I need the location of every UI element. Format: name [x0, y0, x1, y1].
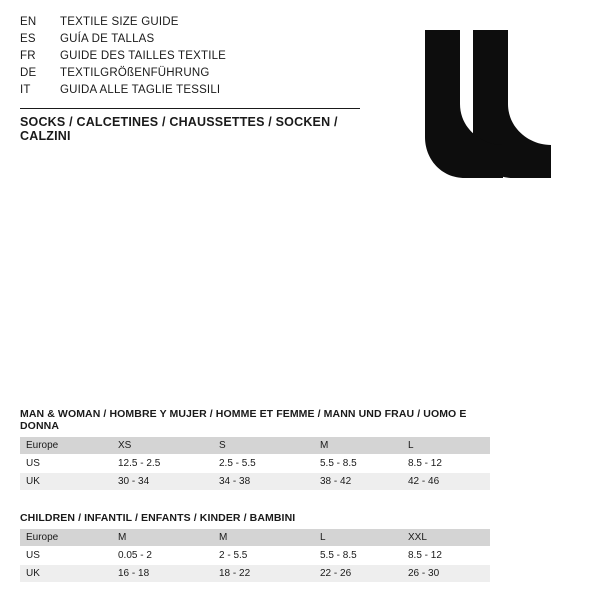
language-code-es: ES [20, 33, 36, 45]
page-title: SOCKS / CALCETINES / CHAUSSETTES / SOCKEN / CALZINI [20, 115, 338, 143]
cell-size: 30 - 34 [112, 473, 213, 491]
cell-system-label: Europe [20, 529, 112, 547]
language-text-it: GUIDA ALLE TAGLIE TESSILI [60, 84, 221, 96]
cell-size: XS [112, 437, 213, 455]
cell-size: 18 - 22 [213, 565, 314, 583]
children-caption: CHILDREN / INFANTIL / ENFANTS / KINDER / BAMBINI [20, 512, 296, 524]
cell-size: M [213, 529, 314, 547]
cell-size: 8.5 - 12 [402, 455, 490, 473]
cell-size: L [402, 437, 490, 455]
cell-size: 34 - 38 [213, 473, 314, 491]
language-text-de: TEXTILGRÖßENFÜHRUNG [60, 67, 210, 79]
cell-size: M [112, 529, 213, 547]
cell-size: 26 - 30 [402, 565, 490, 583]
man-woman-size-table [20, 437, 490, 490]
man-woman-size-table-block [20, 408, 490, 490]
cell-size: L [314, 529, 402, 547]
language-row-de [20, 67, 380, 84]
table-row [20, 547, 490, 565]
language-code-de: DE [20, 67, 37, 79]
language-row-it [20, 84, 380, 101]
header-divider [20, 108, 360, 109]
language-code-en: EN [20, 16, 37, 28]
cell-size: S [213, 437, 314, 455]
table-row [20, 455, 490, 473]
cell-size: 0.05 - 2 [112, 547, 213, 565]
cell-size: 8.5 - 12 [402, 547, 490, 565]
language-row-fr [20, 50, 380, 67]
table-row [20, 529, 490, 547]
children-size-table-block [20, 512, 490, 582]
cell-size: 5.5 - 8.5 [314, 547, 402, 565]
cell-system-label: US [20, 455, 112, 473]
socks-icon [405, 18, 570, 178]
table-row [20, 437, 490, 455]
cell-size: 22 - 26 [314, 565, 402, 583]
language-code-it: IT [20, 84, 31, 96]
language-text-fr: GUIDE DES TAILLES TEXTILE [60, 50, 227, 62]
cell-system-label: Europe [20, 437, 112, 455]
man-woman-caption: MAN & WOMAN / HOMBRE Y MUJER / HOMME ET FEMME / MANN UND FRAU / UOMO E DONNA [20, 408, 467, 432]
cell-size: XXL [402, 529, 490, 547]
cell-size: 2 - 5.5 [213, 547, 314, 565]
header [20, 16, 380, 143]
table-row [20, 473, 490, 491]
cell-size: 5.5 - 8.5 [314, 455, 402, 473]
cell-size: 2.5 - 5.5 [213, 455, 314, 473]
cell-size: 42 - 46 [402, 473, 490, 491]
cell-system-label: UK [20, 565, 112, 583]
socks-illustration [405, 18, 570, 178]
table-row [20, 565, 490, 583]
language-code-fr: FR [20, 50, 36, 62]
cell-system-label: UK [20, 473, 112, 491]
cell-size: 38 - 42 [314, 473, 402, 491]
cell-size: M [314, 437, 402, 455]
cell-size: 12.5 - 2.5 [112, 455, 213, 473]
language-row-es [20, 33, 380, 50]
cell-size: 16 - 18 [112, 565, 213, 583]
children-size-table [20, 529, 490, 582]
language-text-en: TEXTILE SIZE GUIDE [60, 16, 179, 28]
cell-system-label: US [20, 547, 112, 565]
language-text-es: GUÍA DE TALLAS [60, 33, 155, 45]
language-row-en [20, 16, 380, 33]
